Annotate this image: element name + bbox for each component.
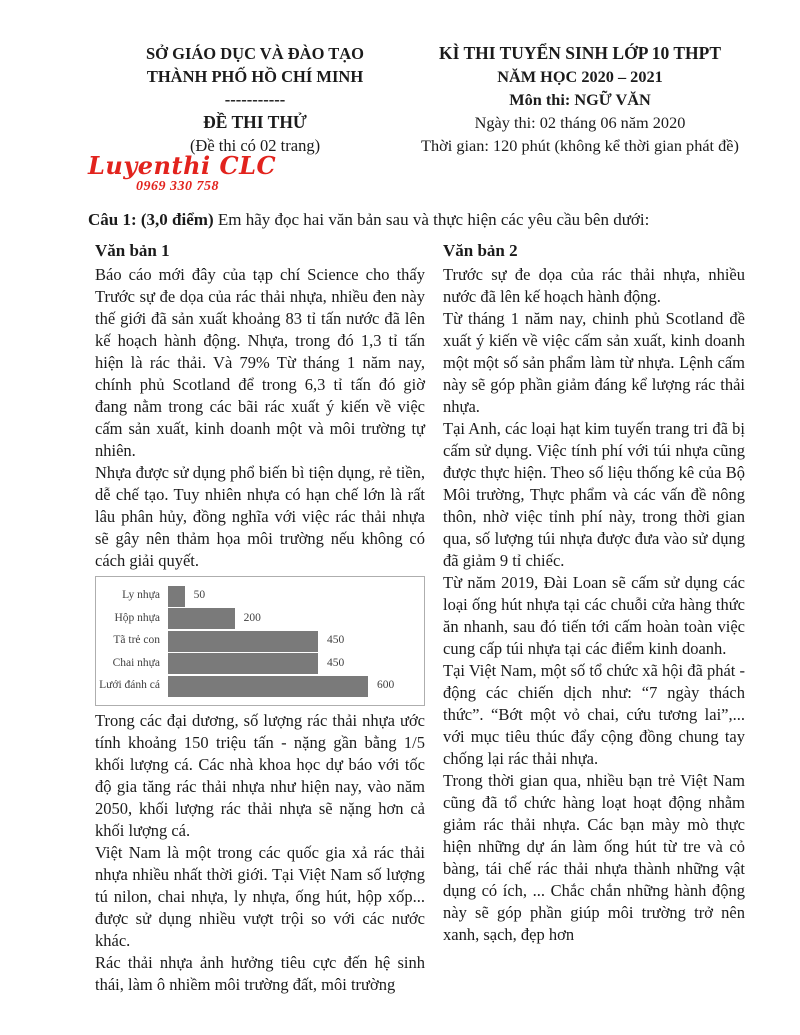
- chart-category-label: Lưới đánh cá: [99, 679, 160, 692]
- chart-bar: [168, 653, 318, 674]
- chart-bar: [168, 586, 185, 607]
- question-1-line: [88, 208, 745, 231]
- chart-bar: [168, 631, 318, 652]
- chart-row: [96, 676, 418, 697]
- paragraph: Báo cáo mới đây của tạp chí Science cho thấy Trước sự đe dọa của rác thải nhựa, nhiều đen này thế giới đã sản xuất khoảng 83 tỉ tấn nước đã lên kế hoạch hành động. Nhựa, trong đó 1,3 tỉ tấn hiện là rác thải. Và 79% Từ tháng 1 năm nay, chính phủ Scotland để trong 6,3 tỉ tấn đó giờ đang nằm trong các bãi rác xuất ý kiến về việc cấm sản xuất, kinh doanh một và môi trường tự nhiên.: [95, 265, 425, 460]
- logo-phone-number: 0969 330 758: [136, 179, 219, 194]
- chart-row: [96, 653, 418, 674]
- chart-bar: [168, 676, 368, 697]
- exam-date-line: Ngày thi: 02 tháng 06 năm 2020: [474, 113, 686, 132]
- school-year: NĂM HỌC 2020 – 2021: [497, 67, 663, 86]
- paragraph: Tại Anh, các loại hạt kim tuyến trang tri đã bị cấm sử dụng. Việc tính phí với túi nhựa cũng được thực hiện. Theo số liệu thống kê của Bộ Môi trường, Thực phẩm và các vấn đề nông thôn, nhờ việc tỉnh phí này, trong thời gian qua, số lượng túi nhựa được đưa vào sử dụng đã giảm 9 tỉ chiếc.: [443, 419, 745, 570]
- chart-value-label: 600: [377, 679, 395, 692]
- header-right-block: [415, 42, 745, 157]
- chart-category-label: Hộp nhựa: [114, 611, 160, 624]
- exam-type-label: ĐỀ THI THỬ: [203, 112, 307, 132]
- chart-category-label: Tã trẻ con: [113, 634, 160, 647]
- chart-value-label: 50: [193, 589, 206, 602]
- paragraph: Từ tháng 1 năm nay, chinh phủ Scotland đề xuất ý kiến về việc cấm sản xuất, kinh doanh một một số sản phẩm làm từ nhựa. Lệnh cấm này sẽ góp phần giảm đáng kể lượng rác thải nhựa.: [443, 309, 745, 416]
- paragraph: Trong các đại dương, số lượng rác thải nhựa ước tính khoảng 150 triệu tấn - nặng gần bằng 1/5 khối lượng cá. Các nhà khoa học dự báo với tốc độ gia tăng rác thải nhựa như hiện nay, vào năm 2050, khối lượng rác thải nhựa sẽ nặng hơn cả khối lượng cá.: [95, 711, 425, 840]
- chart-row: [96, 631, 418, 652]
- exam-header: [0, 0, 800, 157]
- chart-bar-track: [168, 586, 418, 607]
- paragraph: Rác thải nhựa ảnh hưởng tiêu cực đến hệ sinh thái, làm ô nhiềm môi trường đất, môi trường: [95, 953, 425, 994]
- van-ban-1-title: Văn bản 1: [95, 241, 170, 260]
- van-ban-2-title: Văn bản 2: [443, 241, 518, 260]
- chart-category-label: Chai nhựa: [112, 656, 160, 669]
- chart-bar: [168, 608, 235, 629]
- question-1-instruction: Em hãy đọc hai văn bản sau và thực hiện các yêu cầu bên dưới:: [213, 210, 650, 229]
- city-name: THÀNH PHỐ HỒ CHÍ MINH: [146, 67, 364, 86]
- pages-note: (Đề thi có 02 trang): [189, 136, 321, 155]
- two-column-texts: [95, 240, 745, 996]
- chart-bar-track: [168, 653, 418, 674]
- header-divider: -----------: [224, 90, 286, 109]
- paragraph: Trong thời gian qua, nhiều bạn trẻ Việt Nam cũng đã tổ chức hàng loạt hoạt động nhằm giảm rác thải nhựa. Các bạn mày mò thực hiện những dự án làm ống hút từ tre và cỏ bàng, tái chế rác thải nhựa thành những vật dụng có ích, ... Chắc chắn những hành động này sẽ góp phần giúp môi trường trở nên xanh, sạch, đẹp hơn: [443, 771, 745, 944]
- chart-value-label: 450: [327, 634, 345, 647]
- chart-row: [96, 608, 418, 629]
- chart-bar-track: [168, 631, 418, 652]
- subject-line: Môn thi: NGỮ VĂN: [509, 90, 651, 109]
- paragraph: Trước sự đe dọa của rác thải nhựa, nhiều nước đã lên kế hoạch hành động.: [443, 265, 745, 306]
- paragraph: Từ năm 2019, Đài Loan sẽ cấm sử dụng các loại ống hút nhựa tại các chuỗi cửa hàng thức ăn nhanh, sau đó tiến tới cấm hoàn toàn việc cung cấp túi nhựa tại các điểm kinh doanh.: [443, 573, 745, 658]
- chart-value-label: 450: [327, 656, 345, 669]
- luyenthi-clc-logo: [88, 151, 278, 194]
- chart-value-label: 200: [243, 611, 261, 624]
- chart-row: [96, 586, 418, 607]
- paragraph: Việt Nam là một trong các quốc gia xả rác thải nhựa nhiều nhất thời giới. Tại Việt Nam số lượng tú nilon, chai nhựa, ly nhựa, ống hút, hộp xốp... được sử dụng nhiều vượt trội so với các nước khác.: [95, 843, 425, 950]
- duration-line: Thời gian: 120 phút (không kể thời gian phát đề): [421, 136, 739, 155]
- exam-title: KÌ THI TUYỂN SINH LỚP 10 THPT: [438, 43, 722, 63]
- chart-bar-track: [168, 608, 418, 629]
- paragraph: Nhựa được sử dụng phổ biến bì tiện dụng, rẻ tiền, dễ chế tạo. Tuy nhiên nhựa có hạn chế lớn là rất lâu phân hủy, đồng nghĩa với việc rác thải nhựa sẽ gây nên thảm họa môi trường nếu không có cách giải quyết.: [95, 463, 425, 570]
- logo-brand: Luyenthi CLC: [88, 151, 277, 180]
- chart-category-label: Ly nhựa: [122, 589, 160, 602]
- van-ban-1-column: [95, 240, 425, 996]
- paragraph: Tại Việt Nam, một số tổ chức xã hội đã phát - động các chiến dịch như: “7 ngày thách thức”. “Bớt một vỏ chai, cứu tương lai”,... với mục tiêu thúc đẩy cộng đồng chung tay chống lại rác thải nhựa.: [443, 661, 745, 768]
- question-1-label: Câu 1: (3,0 điểm): [88, 210, 214, 229]
- chart-bar-track: [168, 676, 418, 697]
- header-left-block: [95, 42, 415, 157]
- van-ban-2-column: [443, 240, 745, 996]
- bar-chart: [95, 576, 425, 706]
- department-name: SỞ GIÁO DỤC VÀ ĐÀO TẠO: [145, 44, 365, 63]
